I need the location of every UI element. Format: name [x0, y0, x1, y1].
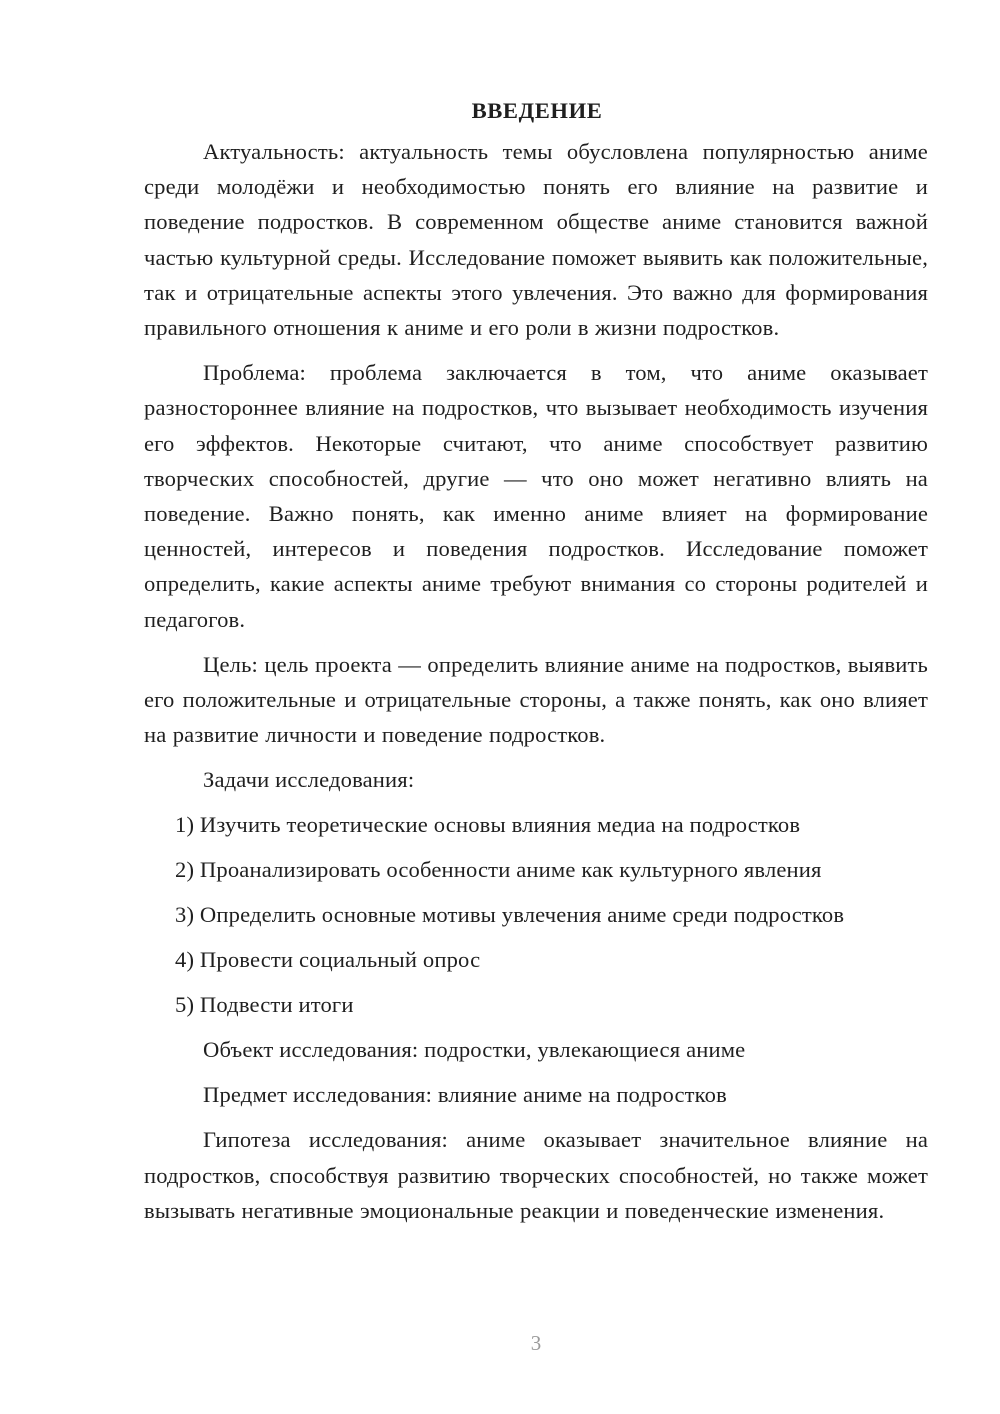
research-subject: Предмет исследования: влияние аниме на подростков — [203, 1082, 727, 1108]
relevance-paragraph: Актуальность: актуальность темы обусловлена популярностью аниме среди молодёжи и необходимостью понять его влияние на развитие и поведение подростков. В современном обществе аниме становится важной частью культурной среды. Исследование поможет выявить как положительные, так и отрицательные аспекты этого увлечения. Это важно для формирования правильного отношения к аниме и его роли в жизни подростков. — [144, 139, 928, 341]
hypothesis-paragraph: Гипотеза исследования: аниме оказывает значительное влияние на подростков, способствуя развитию творческих способностей, но также может вызывать негативные эмоциональные реакции и поведенческие изменения. — [144, 1127, 928, 1223]
page-content — [144, 93, 928, 1228]
tasks-title: Задачи исследования: — [203, 767, 415, 793]
task-item-3: 3) Определить основные мотивы увлечения аниме среди подростков — [175, 902, 845, 928]
task-item-2: 2) Проанализировать особенности аниме как культурного явления — [175, 857, 822, 883]
goal-paragraph: Цель: цель проекта — определить влияние аниме на подростков, выявить его положительные и отрицательные стороны, а также понять, как оно влияет на развитие личности и поведение подростков. — [144, 651, 928, 748]
problem-paragraph: Проблема: проблема заключается в том, что аниме оказывает разностороннее влияние на подростков, что вызывает необходимость изучения его эффектов. Некоторые считают, что аниме способствует развитию творческих способностей, другие — что оно может негативно влиять на поведение. Важно понять, как именно аниме влияет на формирование ценностей, интересов и поведения подростков. Исследование поможет определить, какие аспекты аниме требуют внимания со стороны родителей и педагогов. — [144, 360, 928, 632]
task-item-1: 1) Изучить теоретические основы влияния медиа на подростков — [175, 812, 801, 838]
section-heading: ВВЕДЕНИЕ — [471, 98, 603, 123]
page-number: 3 — [530, 1331, 542, 1355]
task-item-4: 4) Провести социальный опрос — [175, 947, 481, 973]
research-object: Объект исследования: подростки, увлекающиеся аниме — [203, 1037, 746, 1063]
task-item-5: 5) Подвести итоги — [175, 992, 354, 1018]
